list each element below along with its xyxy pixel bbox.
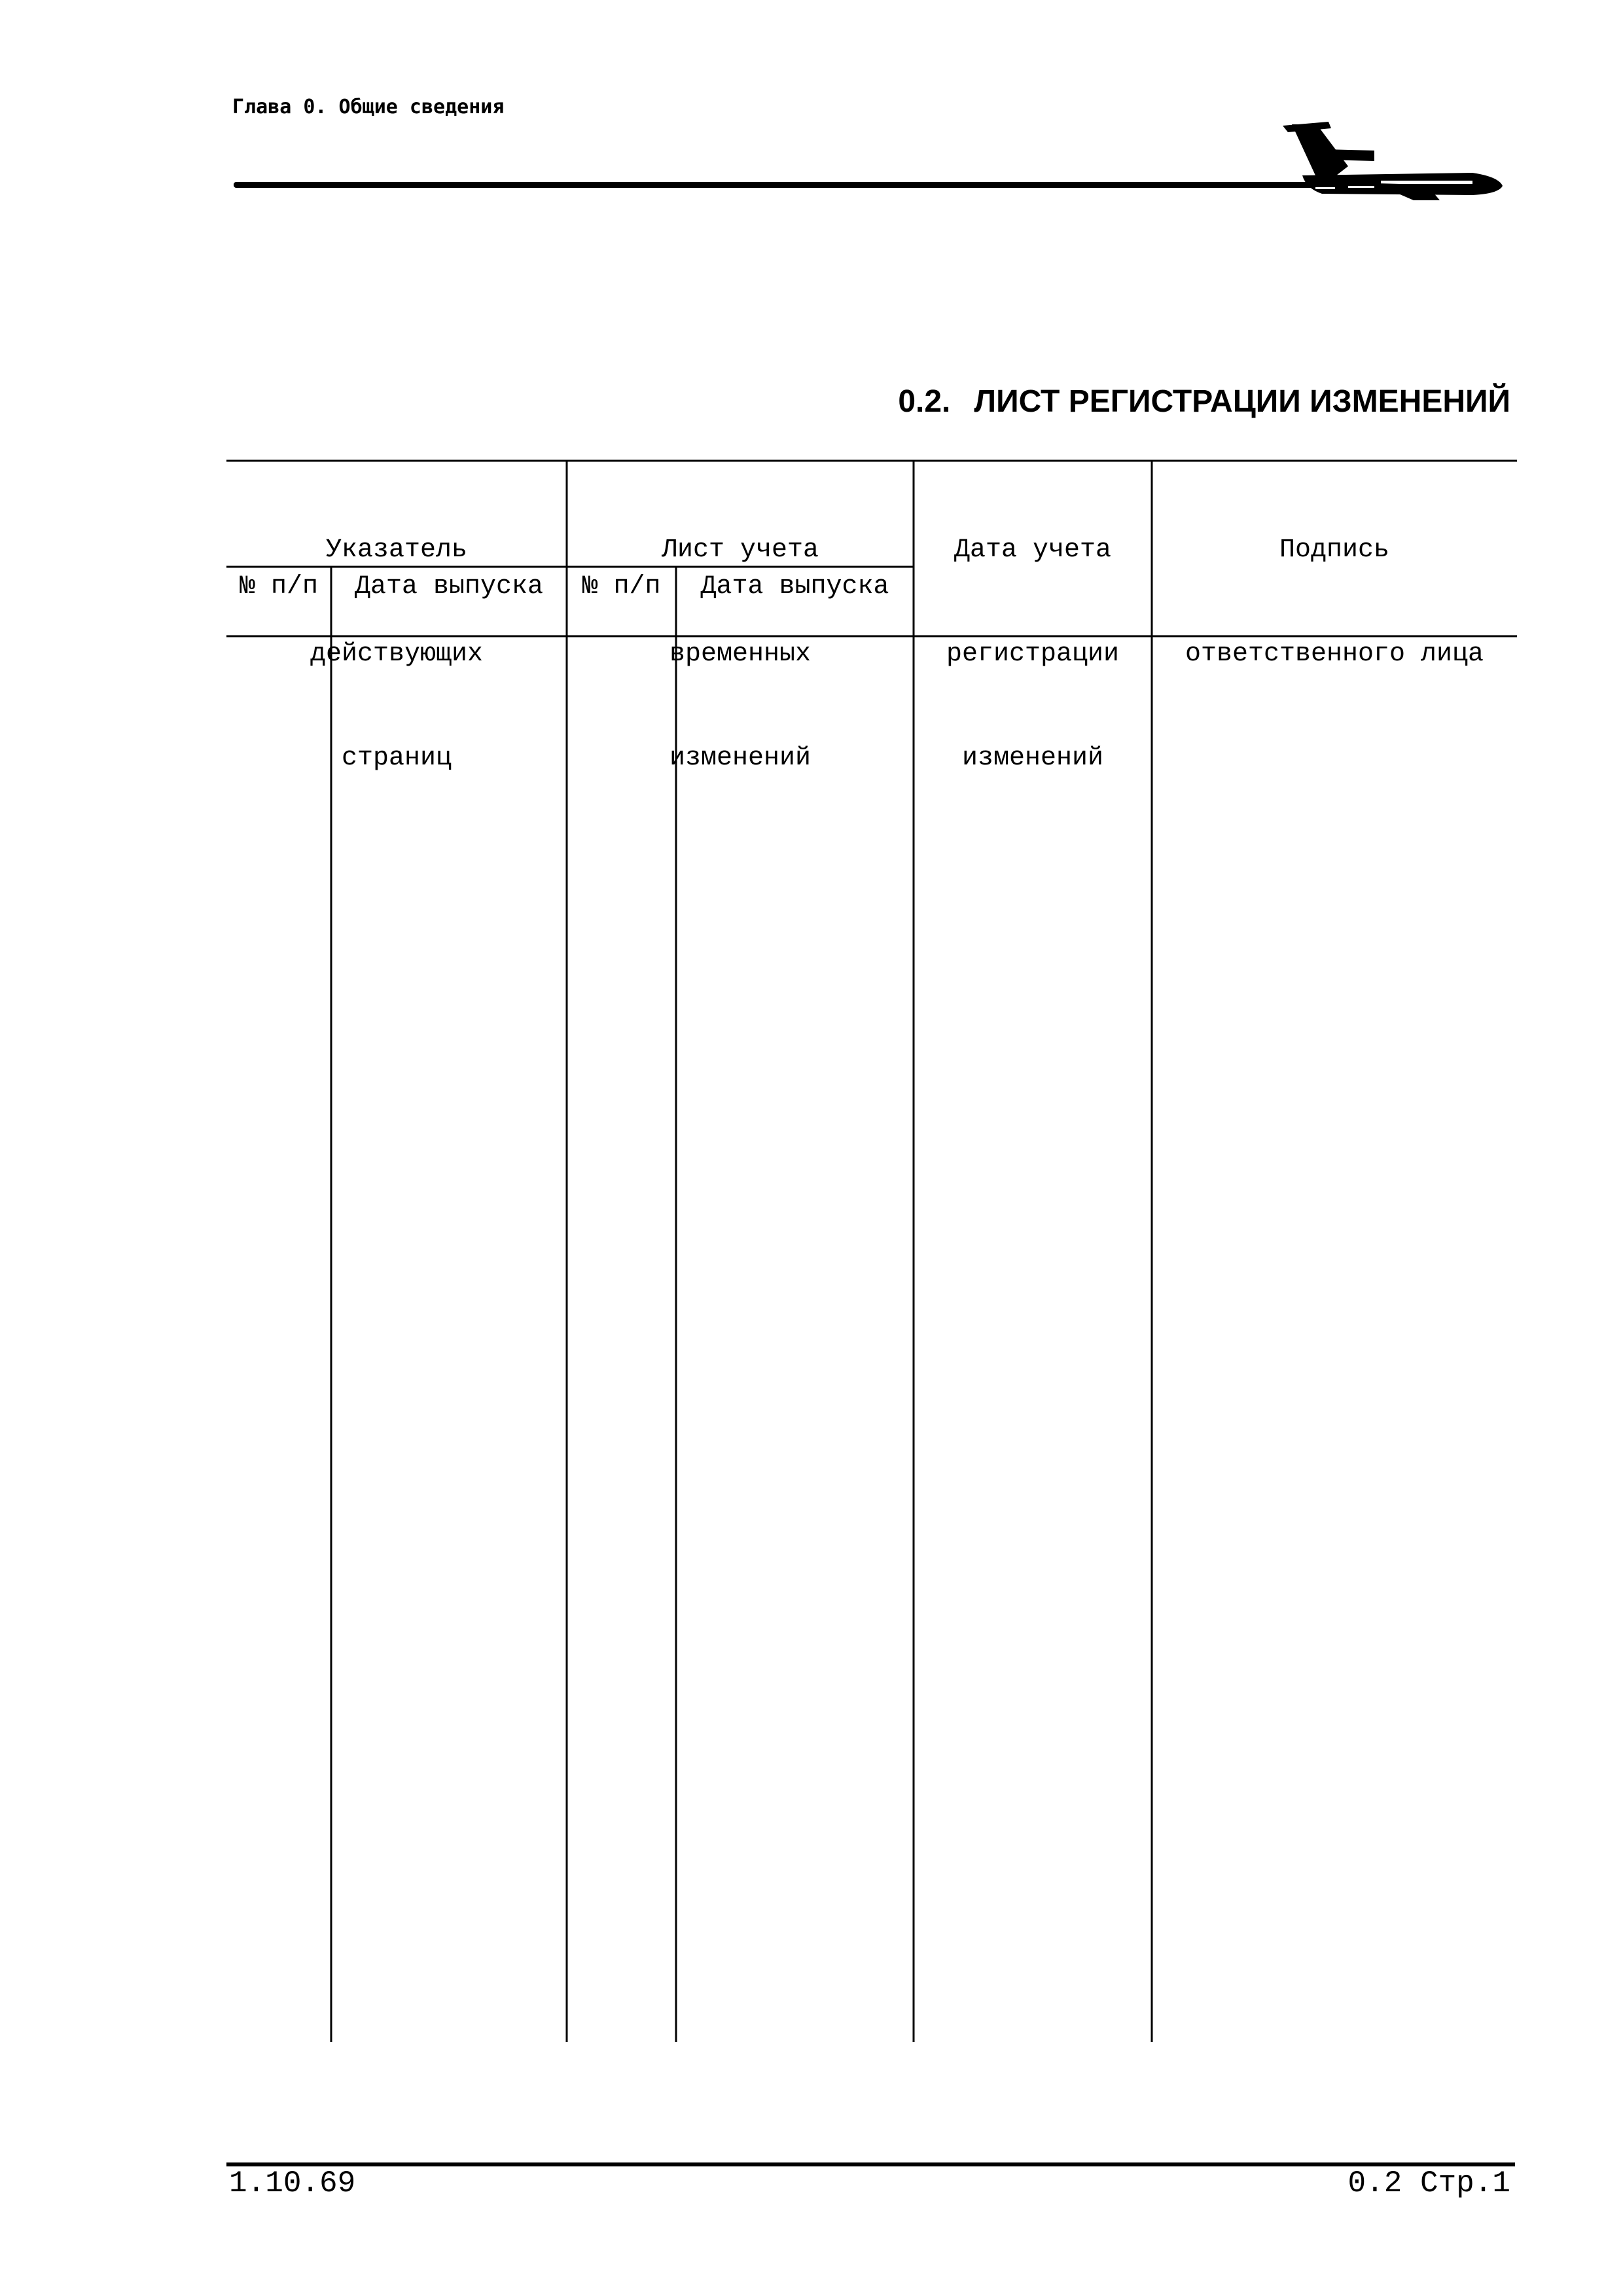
footer-rule [226,2162,1515,2166]
header-signature-line2: ответственного лица [1185,639,1484,669]
header-group-active-pages-line1: Указатель [325,535,468,565]
section-title-text: ЛИСТ РЕГИСТРАЦИИ ИЗМЕНЕНИЙ [974,384,1510,419]
header-group-active-pages [226,463,567,810]
footer-issue-date: 1.10.69 [229,2166,356,2200]
section-number: 0.2. [898,384,951,419]
header-registration-date-line2: регистрации [946,639,1120,669]
subheader-number-1: № п/п [239,572,319,601]
header-group-temp-changes-line2: временных [669,639,812,669]
header-registration-date-line1: Дата учета [954,535,1112,565]
subheader-number-2: № п/п [582,572,661,601]
header-group-temp-changes [567,463,914,810]
header-registration-date [914,463,1152,810]
header-signature [1152,463,1517,706]
subheader-issue-date-1: Дата выпуска [354,572,544,601]
header-group-temp-changes-line3: изменений [669,744,812,773]
header-group-temp-changes-line1: Лист учета [661,535,819,565]
header-signature-line1: Подпись [1279,535,1390,565]
header-group-active-pages-line2: действующих [310,639,484,669]
subheader-issue-date-2: Дата выпуска [700,572,889,601]
footer-page-number: 0.2 Стр.1 [1347,2166,1510,2200]
chapter-title: Глава 0. Общие сведения [232,96,505,118]
header-registration-date-line3: изменений [961,744,1104,773]
header-group-active-pages-line3: страниц [341,744,452,773]
